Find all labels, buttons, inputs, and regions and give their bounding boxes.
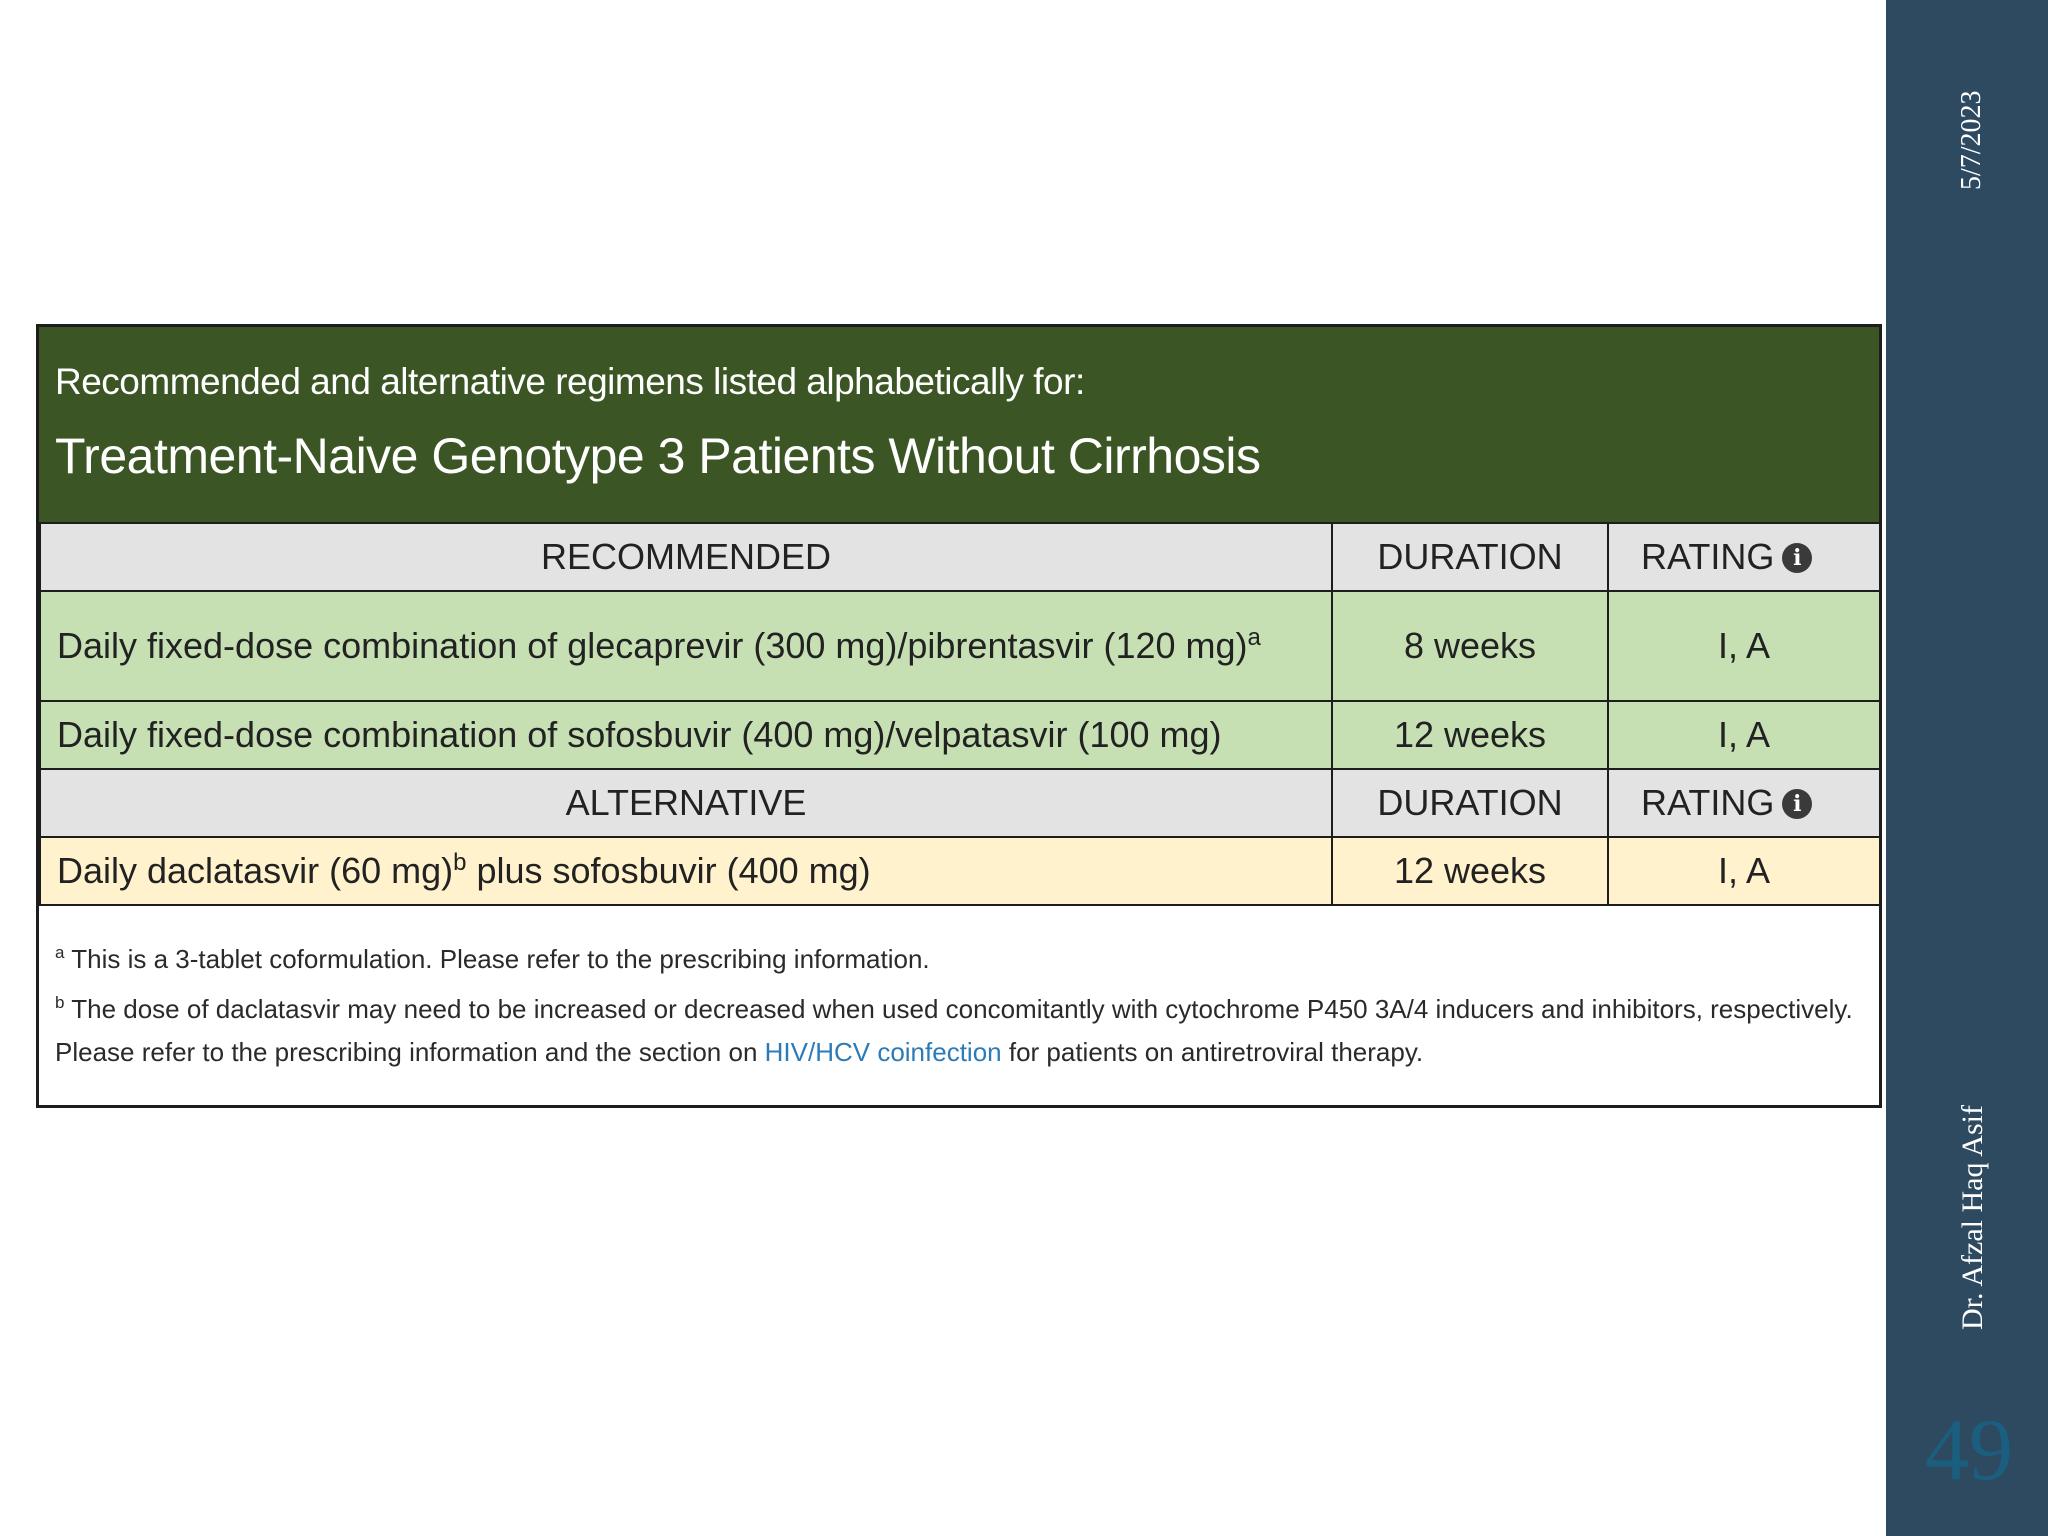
rating-header-cell	[1608, 523, 1880, 591]
footnotes	[55, 931, 1855, 1074]
regimen-panel	[36, 324, 1882, 1108]
rating-cell: I, A	[1608, 837, 1880, 905]
slide-number: 49	[1925, 1402, 2013, 1499]
alternative-header: ALTERNATIVE	[40, 769, 1332, 837]
duration-header: DURATION	[1332, 523, 1608, 591]
info-circle-icon[interactable]: i	[1782, 789, 1812, 819]
info-circle-icon[interactable]: i	[1782, 543, 1812, 573]
regimen-cell	[40, 591, 1332, 701]
rating-cell: I, A	[1608, 701, 1880, 769]
rating-header-cell	[1608, 769, 1880, 837]
footnote-b	[55, 981, 1855, 1074]
table-row	[40, 591, 1880, 701]
recommended-header-row	[40, 523, 1880, 591]
footnote-text: for patients on antiretroviral therapy.	[1001, 1037, 1424, 1067]
footnote-ref-b: b	[453, 849, 467, 876]
table-row	[40, 701, 1880, 769]
footnote-ref-a: a	[1247, 624, 1261, 651]
regimen-text: plus sofosbuvir (400 mg)	[466, 850, 871, 891]
regimen-cell: Daily fixed-dose combination of sofosbuvir (400 mg)/velpatasvir (100 mg)	[40, 701, 1332, 769]
footnote-text: The dose of daclatasvir may need to be increased or decreased when used concomitantly with cytochrome P450 3A/4 inducers and inhibitors, respectively. Please refer to the prescribing information and the section on	[55, 994, 1853, 1067]
panel-kicker: Recommended and alternative regimens listed alphabetically for:	[55, 361, 1085, 402]
slide-date: 5/7/2023	[1956, 90, 1987, 190]
coinfection-link[interactable]: HIV/HCV coinfection	[764, 1037, 1002, 1067]
recommended-header: RECOMMENDED	[40, 523, 1332, 591]
footnote-text: This is a 3-tablet coformulation. Please refer to the prescribing information.	[71, 944, 930, 974]
panel-header	[39, 327, 1879, 522]
regimen-text: Daily fixed-dose combination of glecaprevir (300 mg)/pibrentasvir (120 mg)	[57, 625, 1248, 666]
table-row	[40, 837, 1880, 905]
regimens-table	[39, 522, 1881, 906]
alternative-header-row	[40, 769, 1880, 837]
rating-cell: I, A	[1608, 591, 1880, 701]
footnote-a	[55, 931, 1855, 981]
rating-header: RATING	[1641, 536, 1775, 577]
duration-header: DURATION	[1332, 769, 1608, 837]
regimen-cell	[40, 837, 1332, 905]
footnote-mark: a	[55, 943, 65, 962]
rating-header: RATING	[1641, 782, 1775, 823]
duration-cell: 12 weeks	[1332, 701, 1608, 769]
duration-cell: 8 weeks	[1332, 591, 1608, 701]
panel-title: Treatment-Naive Genotype 3 Patients Without Cirrhosis	[55, 428, 1261, 484]
regimen-text: Daily daclatasvir (60 mg)	[57, 850, 454, 891]
footnote-mark: b	[55, 993, 65, 1012]
slide-author: Dr. Afzal Haq Asif	[1956, 1105, 1989, 1330]
duration-cell: 12 weeks	[1332, 837, 1608, 905]
